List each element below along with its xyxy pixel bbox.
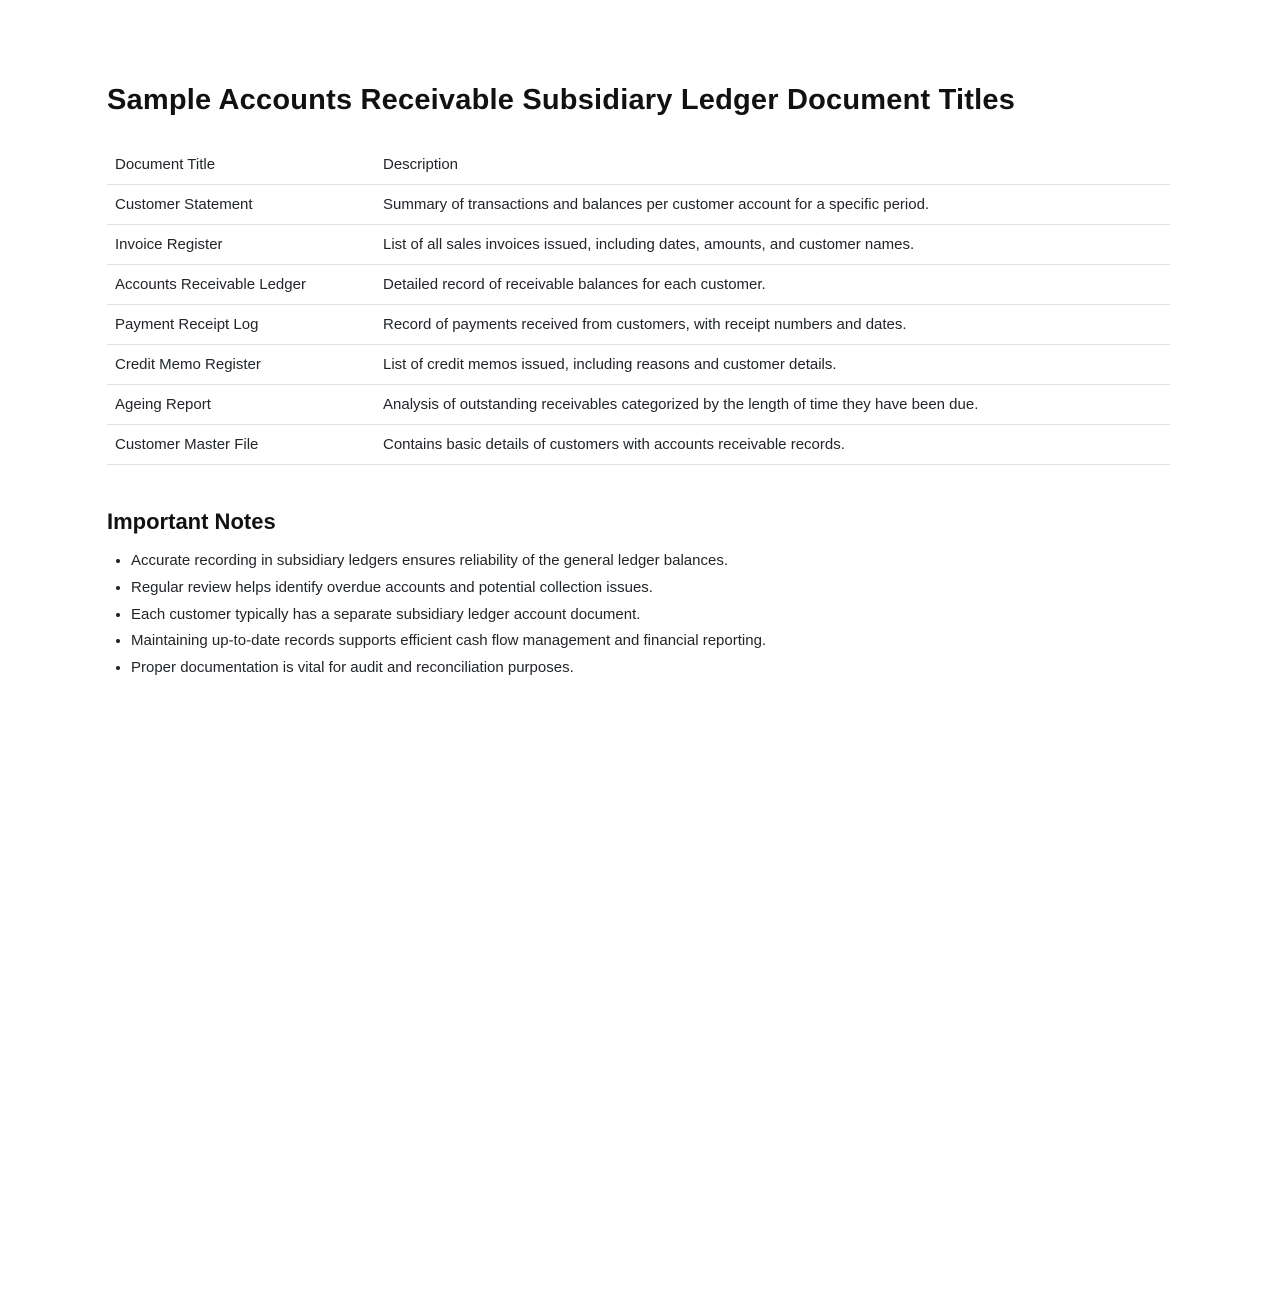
document-title-cell: Credit Memo Register: [107, 345, 375, 385]
document-title-cell: Invoice Register: [107, 225, 375, 265]
table-row: [107, 305, 1170, 345]
table-row: [107, 425, 1170, 465]
document-titles-table: [107, 145, 1170, 465]
note-item: • Each customer typically has a separate subsidiary ledger account document.: [131, 607, 1170, 623]
table-row: [107, 385, 1170, 425]
note-item: • Maintaining up-to-date records supports efficient cash flow management and financial reporting.: [131, 633, 1170, 649]
note-item: • Regular review helps identify overdue accounts and potential collection issues.: [131, 580, 1170, 596]
important-notes-list: [107, 553, 1170, 676]
note-item: • Accurate recording in subsidiary ledgers ensures reliability of the general ledger balances.: [131, 553, 1170, 569]
table-header-row: [107, 145, 1170, 185]
table-row: [107, 265, 1170, 305]
description-cell: Detailed record of receivable balances for each customer.: [375, 265, 1170, 305]
document-title-cell: Customer Master File: [107, 425, 375, 465]
note-item: • Proper documentation is vital for audit and reconciliation purposes.: [131, 660, 1170, 676]
document-title-cell: Customer Statement: [107, 185, 375, 225]
description-cell: Contains basic details of customers with accounts receivable records.: [375, 425, 1170, 465]
document-title-cell: Accounts Receivable Ledger: [107, 265, 375, 305]
table-row: [107, 345, 1170, 385]
column-header-document-title: Document Title: [107, 145, 375, 185]
page-title: Sample Accounts Receivable Subsidiary Ledger Document Titles: [107, 84, 1016, 116]
important-notes-heading: Important Notes: [107, 509, 276, 534]
table-row: [107, 185, 1170, 225]
description-cell: Summary of transactions and balances per customer account for a specific period.: [375, 185, 1170, 225]
description-cell: List of all sales invoices issued, including dates, amounts, and customer names.: [375, 225, 1170, 265]
document-title-cell: Payment Receipt Log: [107, 305, 375, 345]
document-title-cell: Ageing Report: [107, 385, 375, 425]
column-header-description: Description: [375, 145, 1170, 185]
description-cell: List of credit memos issued, including reasons and customer details.: [375, 345, 1170, 385]
description-cell: Analysis of outstanding receivables categorized by the length of time they have been due.: [375, 385, 1170, 425]
table-row: [107, 225, 1170, 265]
description-cell: Record of payments received from customers, with receipt numbers and dates.: [375, 305, 1170, 345]
